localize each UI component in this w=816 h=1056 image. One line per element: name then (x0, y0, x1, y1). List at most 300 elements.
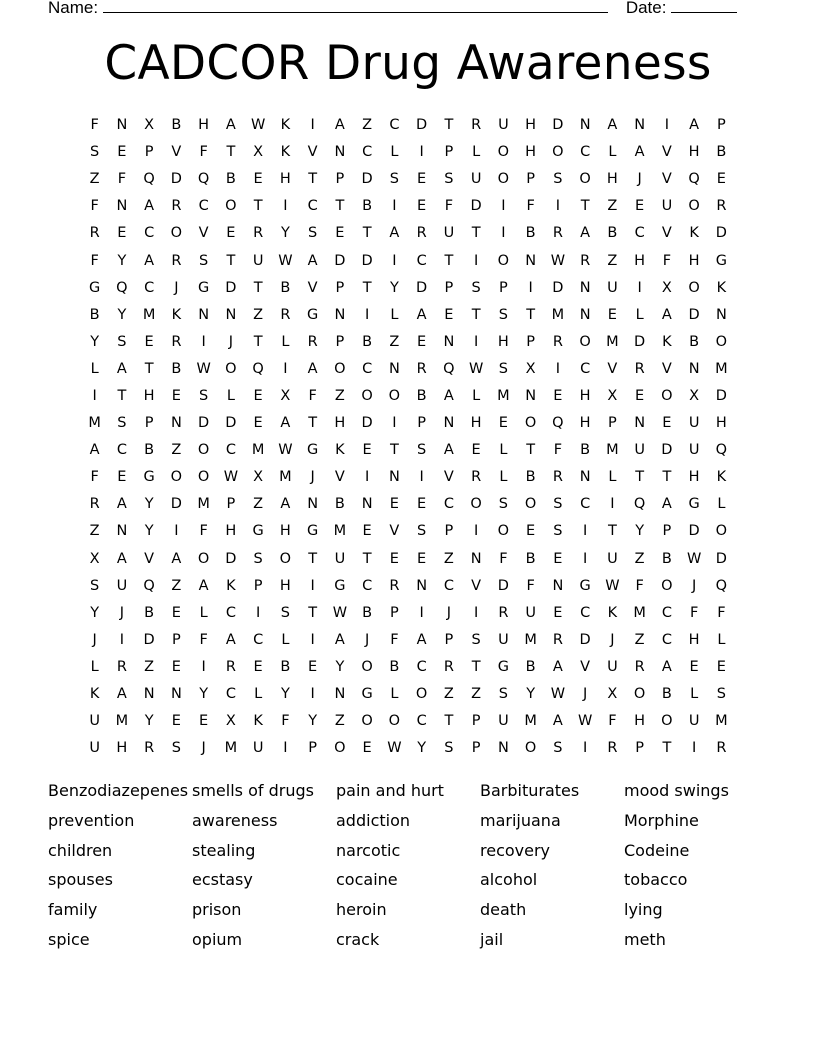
grid-letter[interactable]: B (171, 117, 182, 134)
grid-letter[interactable]: N (116, 523, 128, 540)
grid-letter[interactable]: O (170, 225, 183, 242)
grid-letter[interactable]: D (688, 523, 700, 540)
grid-letter[interactable]: C (416, 252, 427, 269)
grid-letter[interactable]: M (715, 713, 728, 730)
grid-letter[interactable]: A (116, 496, 127, 513)
grid-letter[interactable]: U (89, 740, 100, 757)
grid-letter[interactable]: O (334, 740, 346, 757)
grid-letter[interactable]: J (691, 577, 697, 594)
grid-letter[interactable]: C (580, 604, 591, 621)
grid-letter[interactable]: J (310, 469, 315, 486)
grid-letter[interactable]: B (362, 604, 373, 621)
grid-letter[interactable]: S (308, 225, 318, 242)
grid-letter[interactable]: O (633, 686, 646, 703)
grid-letter[interactable]: A (280, 415, 291, 432)
grid-letter[interactable]: A (116, 686, 127, 703)
grid-letter[interactable]: I (283, 198, 288, 215)
grid-letter[interactable]: Q (252, 360, 264, 377)
grid-letter[interactable]: N (579, 279, 591, 296)
grid-letter[interactable]: B (689, 333, 700, 350)
grid-letter[interactable]: H (634, 713, 646, 730)
grid-letter[interactable]: N (715, 306, 727, 323)
grid-letter[interactable]: J (582, 686, 588, 703)
grid-letter[interactable]: L (717, 631, 726, 648)
grid-letter[interactable]: M (606, 333, 619, 350)
grid-letter[interactable]: Q (715, 442, 728, 459)
grid-letter[interactable]: T (362, 550, 372, 567)
grid-letter[interactable]: D (715, 387, 727, 404)
grid-letter[interactable]: V (389, 523, 400, 540)
grid-letter[interactable]: F (281, 713, 290, 730)
grid-letter[interactable]: O (197, 469, 210, 486)
grid-letter[interactable]: I (582, 550, 588, 567)
grid-letter[interactable]: B (171, 360, 182, 377)
grid-letter[interactable]: T (253, 198, 263, 215)
grid-letter[interactable]: Y (144, 496, 154, 513)
grid-letter[interactable]: H (279, 171, 291, 188)
grid-letter[interactable]: A (661, 496, 672, 513)
grid-letter[interactable]: I (392, 415, 397, 432)
grid-letter[interactable]: J (201, 740, 206, 757)
grid-letter[interactable]: T (144, 360, 154, 377)
grid-letter[interactable]: Y (144, 523, 154, 540)
grid-letter[interactable]: L (608, 144, 617, 161)
grid-letter[interactable]: A (307, 252, 318, 269)
grid-letter[interactable]: E (389, 550, 399, 567)
grid-letter[interactable]: L (226, 387, 235, 404)
grid-letter[interactable]: V (144, 550, 155, 567)
grid-letter[interactable]: B (661, 686, 672, 703)
grid-letter[interactable]: S (498, 306, 508, 323)
grid-letter[interactable]: R (552, 631, 563, 648)
grid-letter[interactable]: T (471, 658, 481, 675)
grid-letter[interactable]: P (172, 631, 181, 648)
grid-letter[interactable]: A (89, 442, 100, 459)
grid-letter[interactable]: A (661, 658, 672, 675)
grid-letter[interactable]: U (443, 225, 455, 242)
grid-letter[interactable]: F (90, 117, 99, 134)
grid-letter[interactable]: R (580, 252, 591, 269)
grid-letter[interactable]: E (117, 225, 127, 242)
grid-letter[interactable]: D (552, 117, 564, 134)
grid-letter[interactable]: I (528, 279, 533, 296)
grid-letter[interactable]: G (334, 577, 346, 594)
grid-letter[interactable]: G (361, 686, 373, 703)
grid-letter[interactable]: T (117, 387, 127, 404)
grid-letter[interactable]: V (661, 171, 672, 188)
grid-letter[interactable]: M (606, 442, 619, 459)
grid-letter[interactable]: P (526, 171, 535, 188)
grid-letter[interactable]: P (308, 740, 317, 757)
grid-letter[interactable]: M (197, 496, 210, 513)
grid-letter[interactable]: B (607, 225, 618, 242)
grid-letter[interactable]: O (415, 686, 428, 703)
grid-letter[interactable]: N (470, 550, 482, 567)
grid-letter[interactable]: L (281, 631, 290, 648)
grid-letter[interactable]: H (470, 415, 482, 432)
grid-letter[interactable]: V (661, 144, 672, 161)
grid-letter[interactable]: N (388, 360, 400, 377)
grid-letter[interactable]: S (90, 144, 100, 161)
grid-letter[interactable]: J (92, 631, 97, 648)
grid-letter[interactable]: Y (417, 740, 427, 757)
grid-letter[interactable]: N (443, 333, 455, 350)
grid-letter[interactable]: I (473, 523, 479, 540)
grid-letter[interactable]: U (607, 550, 618, 567)
grid-letter[interactable]: V (307, 279, 318, 296)
grid-letter[interactable]: E (362, 442, 372, 459)
grid-letter[interactable]: T (635, 469, 645, 486)
grid-letter[interactable]: O (661, 577, 673, 594)
grid-letter[interactable]: P (444, 631, 454, 648)
grid-letter[interactable]: B (144, 442, 155, 459)
grid-letter[interactable]: R (416, 360, 427, 377)
grid-letter[interactable]: Y (526, 686, 536, 703)
grid-letter[interactable]: A (552, 713, 563, 730)
grid-letter[interactable]: O (170, 469, 183, 486)
grid-letter[interactable]: L (690, 686, 699, 703)
grid-letter[interactable]: Y (280, 225, 290, 242)
grid-letter[interactable]: E (199, 713, 209, 730)
grid-letter[interactable]: E (444, 306, 454, 323)
grid-letter[interactable]: D (497, 577, 509, 594)
grid-letter[interactable]: F (90, 469, 99, 486)
grid-letter[interactable]: N (416, 577, 428, 594)
grid-letter[interactable]: S (171, 740, 181, 757)
grid-letter[interactable]: E (716, 658, 726, 675)
grid-letter[interactable]: L (199, 604, 208, 621)
grid-letter[interactable]: D (225, 279, 237, 296)
grid-letter[interactable]: M (115, 713, 129, 730)
grid-letter[interactable]: U (498, 713, 509, 730)
grid-letter[interactable]: M (279, 469, 292, 486)
grid-letter[interactable]: B (661, 550, 672, 567)
grid-letter[interactable]: E (498, 415, 508, 432)
grid-letter[interactable]: F (526, 577, 535, 594)
grid-letter[interactable]: P (608, 415, 617, 432)
grid-letter[interactable]: O (470, 496, 482, 513)
grid-letter[interactable]: S (199, 387, 209, 404)
grid-letter[interactable]: F (390, 631, 399, 648)
grid-letter[interactable]: B (225, 171, 236, 188)
grid-letter[interactable]: S (444, 740, 454, 757)
grid-letter[interactable]: T (308, 415, 318, 432)
grid-letter[interactable]: Z (607, 252, 618, 269)
grid-letter[interactable]: E (389, 496, 399, 513)
grid-letter[interactable]: Q (143, 577, 155, 594)
grid-letter[interactable]: S (417, 523, 427, 540)
grid-letter[interactable]: Z (634, 631, 645, 648)
grid-letter[interactable]: F (662, 252, 672, 269)
grid-letter[interactable]: E (417, 333, 427, 350)
grid-letter[interactable]: A (225, 117, 236, 134)
grid-letter[interactable]: U (334, 550, 346, 567)
grid-letter[interactable]: M (333, 523, 347, 540)
grid-letter[interactable]: L (90, 658, 99, 675)
grid-letter[interactable]: A (116, 550, 127, 567)
grid-letter[interactable]: B (525, 225, 536, 242)
grid-letter[interactable]: A (416, 306, 427, 323)
grid-letter[interactable]: Y (389, 279, 399, 296)
grid-letter[interactable]: K (689, 225, 699, 242)
grid-letter[interactable]: S (498, 360, 508, 377)
grid-letter[interactable]: B (362, 333, 373, 350)
grid-letter[interactable]: N (361, 496, 373, 513)
grid-letter[interactable]: W (550, 252, 566, 269)
grid-letter[interactable]: I (582, 523, 588, 540)
grid-letter[interactable]: D (170, 496, 182, 513)
grid-letter[interactable]: Z (471, 686, 482, 703)
grid-letter[interactable]: O (225, 360, 237, 377)
grid-letter[interactable]: A (661, 306, 672, 323)
grid-letter[interactable]: D (715, 225, 727, 242)
grid-letter[interactable]: Q (116, 279, 128, 296)
grid-letter[interactable]: T (226, 252, 236, 269)
grid-letter[interactable]: J (637, 171, 642, 188)
grid-letter[interactable]: R (171, 198, 182, 215)
grid-letter[interactable]: Q (688, 171, 700, 188)
grid-letter[interactable]: O (661, 713, 673, 730)
grid-letter[interactable]: T (662, 469, 672, 486)
grid-letter[interactable]: P (417, 415, 426, 432)
grid-letter[interactable]: E (417, 496, 427, 513)
grid-letter[interactable]: Q (552, 415, 564, 432)
grid-letter[interactable]: T (580, 198, 590, 215)
grid-letter[interactable]: E (171, 713, 181, 730)
grid-letter[interactable]: E (117, 144, 127, 161)
grid-letter[interactable]: D (470, 198, 482, 215)
grid-letter[interactable]: O (497, 252, 510, 269)
grid-letter[interactable]: I (310, 117, 315, 134)
grid-letter[interactable]: K (607, 604, 618, 621)
grid-letter[interactable]: Y (90, 604, 100, 621)
grid-letter[interactable]: N (334, 686, 346, 703)
grid-letter[interactable]: R (552, 333, 563, 350)
grid-letter[interactable]: I (501, 225, 506, 242)
grid-letter[interactable]: P (444, 523, 454, 540)
grid-letter[interactable]: K (226, 577, 236, 594)
grid-letter[interactable]: E (253, 658, 263, 675)
grid-letter[interactable]: C (580, 144, 591, 161)
grid-letter[interactable]: R (471, 469, 482, 486)
grid-letter[interactable]: Y (117, 306, 127, 323)
grid-letter[interactable]: E (308, 658, 318, 675)
grid-letter[interactable]: Z (253, 306, 264, 323)
grid-letter[interactable]: I (419, 604, 424, 621)
grid-letter[interactable]: N (198, 306, 210, 323)
grid-letter[interactable]: O (524, 415, 537, 432)
grid-letter[interactable]: I (174, 523, 179, 540)
grid-letter[interactable]: O (361, 658, 373, 675)
grid-letter[interactable]: P (444, 144, 454, 161)
grid-letter[interactable]: E (553, 550, 563, 567)
grid-letter[interactable]: Z (334, 713, 345, 730)
grid-letter[interactable]: C (661, 604, 672, 621)
grid-letter[interactable]: D (170, 171, 182, 188)
grid-letter[interactable]: P (253, 577, 263, 594)
grid-letter[interactable]: I (555, 360, 561, 377)
grid-letter[interactable]: Q (715, 577, 728, 594)
grid-letter[interactable]: M (524, 713, 537, 730)
grid-letter[interactable]: I (119, 631, 125, 648)
grid-letter[interactable]: C (443, 496, 454, 513)
grid-letter[interactable]: M (497, 387, 510, 404)
grid-letter[interactable]: P (144, 144, 154, 161)
grid-letter[interactable]: E (553, 387, 563, 404)
grid-letter[interactable]: K (89, 686, 100, 703)
grid-letter[interactable]: U (252, 252, 264, 269)
grid-letter[interactable]: N (579, 306, 591, 323)
grid-letter[interactable]: P (444, 279, 454, 296)
grid-letter[interactable]: C (225, 686, 236, 703)
grid-letter[interactable]: O (279, 550, 292, 567)
grid-letter[interactable]: A (334, 631, 345, 648)
grid-letter[interactable]: S (553, 496, 563, 513)
grid-letter[interactable]: Z (607, 198, 618, 215)
grid-letter[interactable]: H (279, 577, 291, 594)
grid-letter[interactable]: H (279, 523, 291, 540)
grid-letter[interactable]: U (470, 171, 482, 188)
grid-letter[interactable]: T (253, 333, 263, 350)
grid-letter[interactable]: A (443, 387, 454, 404)
grid-letter[interactable]: C (661, 631, 672, 648)
grid-letter[interactable]: W (278, 252, 293, 269)
grid-letter[interactable]: R (116, 658, 127, 675)
grid-letter[interactable]: B (280, 279, 291, 296)
grid-letter[interactable]: C (198, 198, 209, 215)
grid-letter[interactable]: B (89, 306, 100, 323)
grid-letter[interactable]: X (144, 117, 155, 134)
grid-letter[interactable]: X (253, 469, 264, 486)
grid-letter[interactable]: D (416, 117, 428, 134)
grid-letter[interactable]: E (417, 171, 427, 188)
grid-letter[interactable]: U (498, 117, 509, 134)
grid-letter[interactable]: A (689, 117, 700, 134)
grid-letter[interactable]: T (362, 225, 372, 242)
grid-letter[interactable]: N (552, 577, 564, 594)
grid-letter[interactable]: I (501, 198, 506, 215)
grid-letter[interactable]: Y (280, 686, 290, 703)
grid-letter[interactable]: R (716, 740, 727, 757)
grid-letter[interactable]: Z (89, 171, 100, 188)
grid-letter[interactable]: L (254, 686, 263, 703)
grid-letter[interactable]: R (443, 658, 454, 675)
grid-letter[interactable]: O (497, 523, 510, 540)
grid-letter[interactable]: I (610, 496, 615, 513)
grid-letter[interactable]: S (417, 442, 427, 459)
grid-letter[interactable]: E (362, 740, 372, 757)
grid-letter[interactable]: E (253, 171, 263, 188)
grid-letter[interactable]: O (497, 171, 510, 188)
grid-letter[interactable]: G (89, 279, 101, 296)
grid-letter[interactable]: I (310, 577, 315, 594)
grid-letter[interactable]: H (606, 171, 618, 188)
grid-letter[interactable]: S (444, 171, 454, 188)
grid-letter[interactable]: G (143, 469, 155, 486)
grid-letter[interactable]: E (635, 387, 645, 404)
grid-letter[interactable]: P (335, 333, 345, 350)
grid-letter[interactable]: F (608, 713, 617, 730)
grid-letter[interactable]: B (716, 144, 727, 161)
grid-letter[interactable]: J (119, 604, 125, 621)
grid-letter[interactable]: T (389, 442, 399, 459)
grid-letter[interactable]: D (225, 550, 237, 567)
grid-letter[interactable]: D (143, 631, 155, 648)
grid-letter[interactable]: H (497, 333, 509, 350)
grid-letter[interactable]: C (225, 604, 236, 621)
grid-letter[interactable]: C (307, 198, 318, 215)
grid-letter[interactable]: E (526, 523, 536, 540)
grid-letter[interactable]: R (89, 496, 100, 513)
grid-letter[interactable]: O (334, 360, 346, 377)
grid-letter[interactable]: Y (90, 333, 100, 350)
grid-letter[interactable]: C (253, 631, 264, 648)
grid-letter[interactable]: L (90, 360, 99, 377)
grid-letter[interactable]: Z (253, 496, 264, 513)
grid-letter[interactable]: B (525, 469, 536, 486)
grid-letter[interactable]: I (364, 469, 370, 486)
grid-letter[interactable]: P (471, 713, 481, 730)
grid-letter[interactable]: F (199, 631, 208, 648)
grid-letter[interactable]: X (689, 387, 700, 404)
grid-letter[interactable]: U (116, 577, 128, 594)
grid-letter[interactable]: C (443, 577, 454, 594)
grid-letter[interactable]: F (526, 198, 535, 215)
grid-letter[interactable]: I (92, 387, 97, 404)
grid-letter[interactable]: C (580, 496, 591, 513)
grid-letter[interactable]: I (310, 686, 315, 703)
grid-letter[interactable]: S (553, 523, 563, 540)
grid-letter[interactable]: I (364, 306, 370, 323)
grid-letter[interactable]: G (715, 252, 727, 269)
grid-letter[interactable]: J (610, 631, 615, 648)
grid-letter[interactable]: L (390, 306, 399, 323)
grid-letter[interactable]: E (362, 523, 372, 540)
grid-letter[interactable]: H (143, 387, 155, 404)
grid-letter[interactable]: M (88, 415, 101, 432)
grid-letter[interactable]: Z (362, 117, 373, 134)
grid-letter[interactable]: S (498, 686, 508, 703)
grid-letter[interactable]: T (253, 279, 263, 296)
grid-letter[interactable]: D (552, 279, 564, 296)
grid-letter[interactable]: E (635, 198, 645, 215)
grid-letter[interactable]: K (171, 306, 182, 323)
grid-letter[interactable]: T (526, 306, 536, 323)
grid-letter[interactable]: Y (308, 713, 318, 730)
grid-letter[interactable]: L (499, 442, 508, 459)
grid-letter[interactable]: S (716, 686, 726, 703)
grid-letter[interactable]: B (334, 496, 345, 513)
grid-letter[interactable]: N (116, 198, 128, 215)
grid-letter[interactable]: W (250, 117, 266, 134)
grid-letter[interactable]: S (553, 171, 563, 188)
grid-letter[interactable]: C (144, 279, 155, 296)
grid-letter[interactable]: H (634, 252, 646, 269)
grid-letter[interactable]: D (361, 252, 373, 269)
grid-letter[interactable]: Q (443, 360, 455, 377)
grid-letter[interactable]: A (552, 658, 563, 675)
grid-letter[interactable]: C (116, 442, 127, 459)
grid-letter[interactable]: O (579, 171, 591, 188)
grid-letter[interactable]: K (716, 279, 727, 296)
grid-letter[interactable]: X (607, 387, 618, 404)
grid-letter[interactable]: N (116, 117, 128, 134)
grid-letter[interactable]: P (471, 740, 481, 757)
grid-letter[interactable]: K (253, 713, 263, 730)
grid-letter[interactable]: Z (89, 523, 100, 540)
grid-letter[interactable]: Q (633, 496, 646, 513)
grid-letter[interactable]: A (280, 496, 291, 513)
